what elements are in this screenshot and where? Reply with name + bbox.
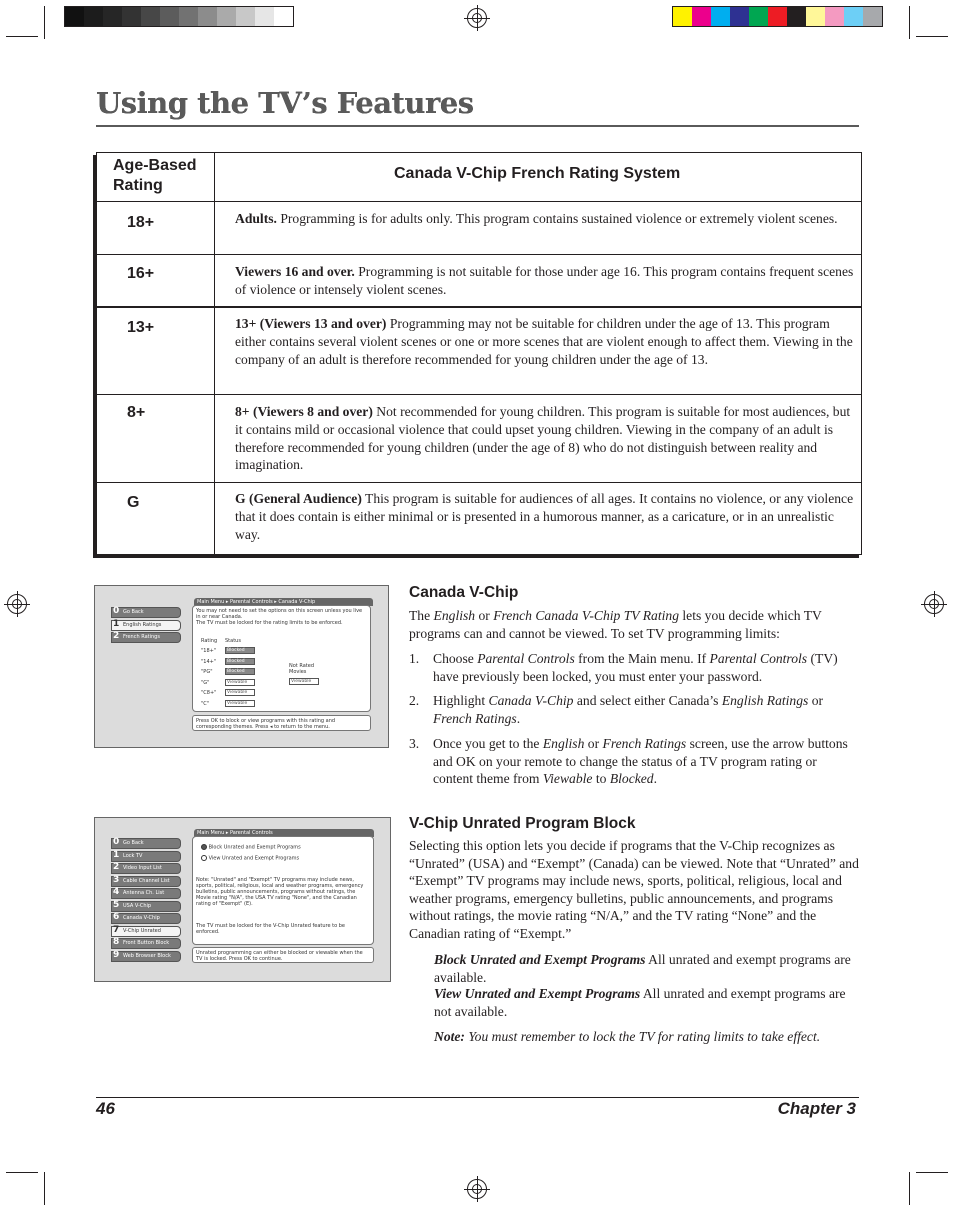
rating-label: 18+: [127, 214, 155, 231]
rating-name: "18+": [201, 648, 217, 654]
header-rating-system: Canada V-Chip French Rating System: [394, 165, 681, 182]
crop-mark: [916, 36, 948, 37]
lock-note: The TV must be locked for the V-Chip Unrated feature to be enforced.: [196, 923, 345, 935]
menu-item[interactable]: 6 Canada V-Chip: [111, 913, 181, 924]
rating-name: "C8+": [201, 690, 217, 696]
view-option-description: View Unrated and Exempt Programs All unrated and exempt programs are not available.: [434, 986, 846, 1019]
crop-mark: [6, 1172, 38, 1173]
radio-selected-icon: [201, 844, 207, 850]
menu-item[interactable]: 5 USA V-Chip: [111, 901, 181, 912]
rating-description: Viewers 16 and over. Programming is not suitable for those under age 16. This program contains frequent scenes of violence or intensely violent scenes.: [235, 264, 854, 297]
rating-label: 16+: [127, 265, 155, 282]
color-swatch: [844, 7, 863, 26]
menu-item[interactable]: 4 Antenna Ch. List: [111, 888, 181, 899]
crop-mark: [44, 1172, 45, 1205]
process-color-bar: [672, 6, 883, 27]
color-swatch: [103, 7, 122, 26]
crop-mark: [909, 6, 910, 39]
vchip-unrated-body: Selecting this option lets you decide if programs that the V-Chip recognizes as “Unrated” (USA) and “Exempt” (Canada) can be viewed. Note that “Unrated” and “Exempt” TV programs may include news, sports, political, religious, local and weather programs, emergency bulletins, public announcements, and programs without ratings, the movie rating “N/A,” and the TV rating “None” and the Canadian rating of “Exempt.”: [409, 838, 859, 941]
menu-item[interactable]: 0 Go Back: [111, 838, 181, 849]
rating-name: "PG": [201, 669, 213, 675]
note: Note: You must remember to lock the TV for rating limits to take effect.: [434, 1029, 821, 1044]
color-swatch: [825, 7, 844, 26]
status-toggle[interactable]: Blocked: [225, 658, 255, 665]
color-swatch: [673, 7, 692, 26]
vchip-unrated-screenshot: [94, 817, 391, 982]
table-row: [97, 306, 861, 394]
rating-table: [96, 152, 862, 555]
color-swatch: [768, 7, 787, 26]
content-panel: [192, 605, 371, 712]
breadcrumb: Main Menu ▸ Parental Controls ▸ Canada V-Chip: [194, 598, 373, 606]
color-swatch: [787, 7, 806, 26]
block-option-description: Block Unrated and Exempt Programs All unrated and exempt programs are available.: [434, 952, 851, 985]
menu-item[interactable]: 2 Video Input List: [111, 863, 181, 874]
menu-item[interactable]: 1 Lock TV: [111, 851, 181, 862]
rating-description: Adults. Programming is for adults only. This program contains sustained violence or extremely violent scenes.: [235, 211, 838, 226]
menu-item[interactable]: 7 V-Chip Unrated: [111, 926, 181, 937]
header-age-based-rating: Age-Based Rating: [113, 157, 197, 194]
rating-row[interactable]: [201, 689, 271, 700]
radio-option[interactable]: Block Unrated and Exempt Programs: [201, 844, 301, 851]
intro-text: You may not need to set the options on this screen unless you live in or near Canada.: [196, 608, 363, 620]
menu-item[interactable]: 3 Cable Channel List: [111, 876, 181, 887]
help-box: Press OK to block or view programs with this rating and corresponding themes. Press ◂ to return to the menu.: [192, 715, 371, 731]
rating-name: "G": [201, 679, 210, 686]
rating-label: G: [127, 494, 140, 511]
column-header-rating: Rating: [201, 638, 218, 644]
note-text: Note: "Unrated" and "Exempt" TV programs may include news, sports, political, religious, local and weather programs, emergency bulletins, public announcements, programs without ratings, the Movie rating "N/A", the USA TV rating "None", and the Canadian rating of "Exempt" (E).: [196, 877, 364, 907]
menu-item[interactable]: 1 English Ratings: [111, 620, 181, 631]
color-swatch: [255, 7, 274, 26]
rating-name: "C": [201, 700, 210, 707]
color-swatch: [198, 7, 217, 26]
color-swatch: [692, 7, 711, 26]
color-swatch: [141, 7, 160, 26]
rating-description: 8+ (Viewers 8 and over) Not recommended for young children. This program is suitable for most audiences, but it contains mild or occasional violence that could upset young children. Viewing in the company of an adult is therefore recommended for young children (under the age of 8) who do not distinguish between reality and imagination.: [235, 404, 851, 473]
radio-option[interactable]: View Unrated and Exempt Programs: [201, 855, 299, 862]
color-swatch: [863, 7, 882, 26]
rating-row[interactable]: [201, 700, 271, 711]
step-2: 2. Highlight Canada V-Chip and select either Canada’s English Ratings or French Ratings.: [409, 693, 824, 726]
table-row: [97, 254, 861, 307]
rating-description: 13+ (Viewers 13 and over) Programming may not be suitable for children under the age of 13. This program either contains several violent scenes or one or more scenes that are violent enough to affect them. Viewing in the company of an adult is therefore recommended for young children under the age of 13.: [235, 316, 853, 367]
rating-row[interactable]: [201, 668, 271, 679]
color-swatch: [806, 7, 825, 26]
menu-list: [111, 607, 181, 645]
color-swatch: [122, 7, 141, 26]
status-toggle[interactable]: Viewable: [225, 700, 255, 707]
status-toggle[interactable]: Viewable: [225, 679, 255, 686]
menu-item[interactable]: 0 Go Back: [111, 607, 181, 618]
menu-item[interactable]: 2 French Ratings: [111, 632, 181, 643]
registration-mark-icon: [467, 8, 487, 28]
registration-mark-icon: [7, 594, 27, 614]
radio-empty-icon: [201, 855, 207, 861]
crop-mark: [909, 1172, 910, 1205]
color-swatch: [711, 7, 730, 26]
content-panel: [192, 836, 374, 945]
table-row: [97, 201, 861, 254]
menu-item[interactable]: 9 Web Browser Block: [111, 951, 181, 962]
gray-color-bar: [64, 6, 294, 27]
rating-name: "14+": [201, 658, 217, 665]
color-swatch: [179, 7, 198, 26]
vchip-unrated-heading: V-Chip Unrated Program Block: [409, 815, 636, 832]
color-swatch: [730, 7, 749, 26]
status-toggle[interactable]: Blocked: [225, 668, 255, 675]
table-row: [97, 482, 861, 555]
rating-label: 13+: [127, 319, 155, 336]
rating-row[interactable]: [201, 647, 271, 658]
menu-list: [111, 838, 181, 963]
crop-mark: [44, 6, 45, 39]
step-3: 3. Once you get to the English or French Ratings screen, use the arrow buttons and OK on your remote to change the status of a TV program rating or content theme from Viewable to Blocked.: [409, 736, 848, 786]
color-swatch: [65, 7, 84, 26]
breadcrumb: Main Menu ▸ Parental Controls: [194, 829, 374, 837]
column-header-status: Status: [225, 638, 241, 644]
status-toggle[interactable]: Viewable: [225, 689, 255, 696]
title-rule: [96, 125, 859, 127]
lock-note: The TV must be locked for the rating limits to be enforced.: [196, 620, 343, 626]
canada-vchip-screenshot: [94, 585, 389, 748]
status-toggle[interactable]: Viewable: [289, 678, 319, 685]
color-swatch: [749, 7, 768, 26]
canada-intro: The English or French Canada V-Chip TV Rating lets you decide which TV programs can and cannot be viewed. To set TV programming limits:: [409, 608, 822, 641]
page-number: 46: [96, 1099, 115, 1118]
status-toggle[interactable]: Blocked: [225, 647, 255, 654]
rating-row[interactable]: [201, 679, 271, 690]
step-1: 1. Choose Parental Controls from the Main menu. If Parental Controls (TV) have previously been locked, you must enter your password.: [409, 651, 838, 684]
table-row: [97, 394, 861, 482]
rating-label: 8+: [127, 404, 146, 421]
help-box: Unrated programming can either be blocked or viewable when the TV is locked. Press OK to continue.: [192, 947, 374, 963]
color-swatch: [274, 7, 293, 26]
registration-mark-icon: [467, 1179, 487, 1199]
color-swatch: [84, 7, 103, 26]
color-swatch: [160, 7, 179, 26]
registration-mark-icon: [924, 594, 944, 614]
rating-row[interactable]: [201, 658, 271, 669]
canada-vchip-heading: Canada V-Chip: [409, 584, 519, 601]
page-title: Using the TV’s Features: [96, 86, 474, 120]
color-swatch: [217, 7, 236, 26]
color-swatch: [236, 7, 255, 26]
rating-description: G (General Audience) This program is suitable for audiences of all ages. It contains no violence, or any violence that it does contain is either minimal or is presented in a humorous manner, as a caricature, or in an unrealistic way.: [235, 491, 854, 542]
not-rated-movies-label: Not Rated Movies: [289, 663, 314, 675]
chapter-label: Chapter 3: [777, 1099, 856, 1118]
footer-rule: [96, 1097, 859, 1098]
menu-item[interactable]: 8 Front Button Block: [111, 938, 181, 949]
crop-mark: [916, 1172, 948, 1173]
crop-mark: [6, 36, 38, 37]
